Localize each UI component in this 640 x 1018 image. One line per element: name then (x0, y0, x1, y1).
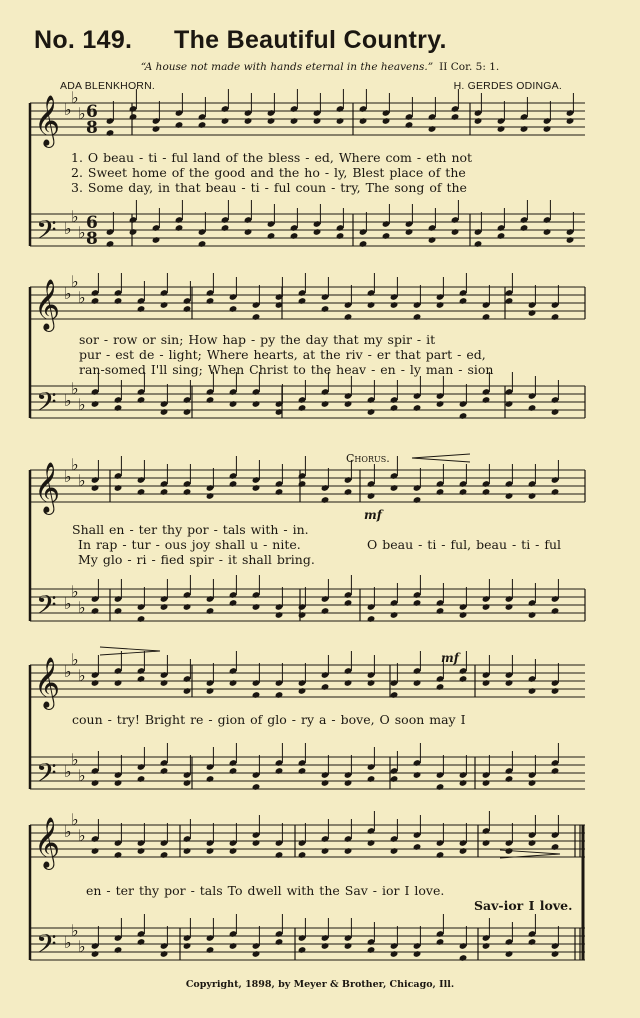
lyric-system3-verse2: In rap - tur - ous joy shall u - nite. (78, 537, 301, 552)
system2-bass-notehead (298, 404, 307, 412)
flat-icon: ♭ (78, 288, 86, 307)
system5-bass-notehead (551, 950, 560, 958)
system5-bass-notehead (505, 950, 514, 958)
system1-treble-notehead (359, 117, 368, 125)
system2-bass-notehead (114, 404, 123, 412)
system1-treble-notehead (566, 117, 575, 125)
system3-bass-notehead (551, 607, 560, 615)
system3-bass-notehead (206, 607, 215, 615)
system1-treble-notehead (474, 117, 483, 125)
system1-treble-notehead (152, 125, 161, 133)
system2-treble-notehead (413, 313, 422, 321)
flat-icon: ♭ (78, 395, 86, 414)
system4-bass-notehead (436, 783, 445, 791)
system3-bass-notehead (252, 603, 261, 611)
system3-bass-notehead (528, 611, 537, 619)
bass-clef-icon: 𝄢 (36, 589, 57, 627)
system1-treble-notehead (106, 129, 115, 137)
system1-treble-notehead (451, 113, 460, 121)
system2-treble-notehead (114, 297, 123, 305)
system2-bass-notehead (436, 400, 445, 408)
system1-bass-notehead (129, 228, 138, 236)
flat-icon: ♭ (64, 100, 72, 119)
system1-bass-notehead (313, 228, 322, 236)
system5-bass-notehead (390, 950, 399, 958)
chorus-label: Chorus. (346, 452, 390, 465)
system4-treble-notehead (321, 683, 330, 691)
crescendo-hairpin (100, 647, 160, 655)
system1-bass-notehead (198, 240, 207, 248)
flat-icon: ♭ (71, 207, 79, 226)
system2-bass-notehead (551, 408, 560, 416)
system1-bass-notehead (359, 240, 368, 248)
system1-bass-notehead (497, 232, 506, 240)
flat-icon: ♭ (64, 822, 72, 841)
system5-treble-notehead (436, 851, 445, 859)
system2-treble-notehead (298, 297, 307, 305)
system3-bass-notehead (160, 603, 169, 611)
time-signature: 8 (86, 229, 98, 249)
system4-treble-notehead (298, 687, 307, 695)
system2-treble-notehead (183, 305, 192, 313)
system4-bass-notehead (252, 783, 261, 791)
system4-treble-notehead (528, 687, 537, 695)
system5-treble-notehead (91, 847, 100, 855)
flat-icon: ♭ (78, 666, 86, 685)
flat-icon: ♭ (71, 921, 79, 940)
system1-treble-notehead (336, 117, 345, 125)
flat-icon: ♭ (71, 379, 79, 398)
system1-bass-notehead (405, 228, 414, 236)
system3-treble-notehead (551, 488, 560, 496)
system1-treble-notehead (313, 117, 322, 125)
system3-bass-notehead (275, 611, 284, 619)
system1-bass-notehead (382, 232, 391, 240)
flat-icon: ♭ (78, 598, 86, 617)
flat-icon: ♭ (64, 762, 72, 781)
system1-treble-notehead (267, 117, 276, 125)
system5-bass-notehead (482, 942, 491, 950)
system3-bass-notehead (183, 603, 192, 611)
system5-bass-notehead (344, 942, 353, 950)
system5-bass-notehead (137, 938, 146, 946)
system4-bass-notehead (390, 775, 399, 783)
system3-treble-notehead (160, 488, 169, 496)
system4-bass-notehead (275, 767, 284, 775)
system1-treble-notehead (520, 125, 529, 133)
system4-treble-notehead (229, 679, 238, 687)
system1-bass-notehead (474, 240, 483, 248)
system3-bass-notehead (344, 599, 353, 607)
flat-icon: ♭ (71, 750, 79, 769)
system4-bass-notehead (114, 779, 123, 787)
system4-bass-notehead (528, 779, 537, 787)
flat-icon: ♭ (78, 471, 86, 490)
system1-treble-notehead (129, 113, 138, 121)
system2-treble-notehead (229, 305, 238, 313)
system1-treble-notehead (428, 125, 437, 133)
system4-treble-notehead (137, 675, 146, 683)
system2-treble-notehead (321, 305, 330, 313)
flat-icon: ♭ (78, 223, 86, 242)
system4-bass-notehead (505, 775, 514, 783)
system3-treble-notehead (344, 488, 353, 496)
system1-treble-notehead (221, 117, 230, 125)
system5-treble-notehead (459, 847, 468, 855)
system4-bass-notehead (344, 779, 353, 787)
decrescendo-hairpin (412, 454, 470, 462)
system1-treble-notehead (405, 121, 414, 129)
system1-treble-notehead (244, 117, 253, 125)
system5-bass-notehead (321, 942, 330, 950)
system4-bass-notehead (91, 779, 100, 787)
system5-treble-notehead (160, 851, 169, 859)
system5-bass-notehead (183, 942, 192, 950)
system3-treble-notehead (206, 492, 215, 500)
system3-treble-notehead (275, 488, 284, 496)
system3-bass-notehead (367, 615, 376, 623)
system4-bass-notehead (482, 779, 491, 787)
lyric-system5-chorus: en - ter thy por - tals To dwell with the Sav - ior I love. (86, 883, 445, 898)
system2-bass-notehead (344, 400, 353, 408)
system1-bass-notehead (267, 232, 276, 240)
time-signature: 6 (86, 213, 98, 233)
system2-bass-notehead (183, 408, 192, 416)
system3-treble-notehead (137, 488, 146, 496)
system5-treble-notehead (390, 847, 399, 855)
system4-treble-notehead (160, 679, 169, 687)
system1-treble-notehead (290, 117, 299, 125)
treble-clef-icon: 𝄞 (34, 817, 61, 868)
system4-bass-notehead (160, 767, 169, 775)
system2-bass-notehead (459, 412, 468, 420)
treble-clef-icon: 𝄞 (34, 657, 61, 708)
system1-bass-notehead (566, 236, 575, 244)
system5-treble-notehead (114, 851, 123, 859)
system1-bass-notehead (336, 232, 345, 240)
system4-treble-notehead (551, 687, 560, 695)
system3-treble-notehead (91, 484, 100, 492)
system2-treble-notehead (91, 297, 100, 305)
system5-treble-notehead (137, 847, 146, 855)
time-signature: 8 (86, 118, 98, 138)
system4-bass-notehead (206, 775, 215, 783)
system3-treble-notehead (252, 484, 261, 492)
system2-bass-notehead (137, 396, 146, 404)
system4-treble-notehead (367, 679, 376, 687)
system2-bass-notehead (321, 400, 330, 408)
hymn-title: The Beautiful Country. (174, 26, 447, 54)
system3-treble-notehead (298, 480, 307, 488)
system4-treble-notehead (114, 679, 123, 687)
system1-treble-notehead (543, 125, 552, 133)
system2-treble-notehead (367, 301, 376, 309)
system1-bass-notehead (520, 224, 529, 232)
system5-bass-notehead (160, 950, 169, 958)
copyright-notice: Copyright, 1898, by Meyer & Brother, Chicago, Ill. (185, 979, 455, 990)
system4-bass-notehead (551, 767, 560, 775)
system2-treble-notehead (344, 313, 353, 321)
system3-treble-notehead (505, 492, 514, 500)
system5-treble-notehead (367, 839, 376, 847)
system2-bass-notehead (252, 400, 261, 408)
system2-bass-notehead (505, 400, 514, 408)
system5-bass-notehead (298, 946, 307, 954)
system4-bass-notehead (321, 779, 330, 787)
flat-icon: ♭ (71, 272, 79, 291)
system4-treble-notehead (436, 683, 445, 691)
flat-icon: ♭ (71, 582, 79, 601)
system5-treble-notehead (413, 843, 422, 851)
system2-treble-notehead (459, 297, 468, 305)
system5-treble-notehead (275, 851, 284, 859)
system3-treble-notehead (436, 488, 445, 496)
system1-treble-notehead (497, 125, 506, 133)
system3-bass-notehead (114, 607, 123, 615)
system5-treble-notehead (298, 851, 307, 859)
flat-icon: ♭ (78, 937, 86, 956)
system4-treble-notehead (505, 679, 514, 687)
system3-treble-notehead (459, 488, 468, 496)
system3-bass-notehead (91, 607, 100, 615)
flat-icon: ♭ (78, 766, 86, 785)
system1-bass-notehead (290, 232, 299, 240)
system1-bass-notehead (244, 228, 253, 236)
flat-icon: ♭ (71, 88, 79, 107)
system5-bass-notehead (206, 946, 215, 954)
composer: H. GERDES ODINGA. (453, 80, 562, 92)
system4-treble-notehead (390, 691, 399, 699)
system5-treble-notehead (551, 843, 560, 851)
system1-treble-notehead (198, 121, 207, 129)
system2-bass-notehead (528, 404, 537, 412)
system2-treble-notehead (390, 301, 399, 309)
flat-icon: ♭ (64, 933, 72, 952)
system5-treble-notehead (321, 847, 330, 855)
lyric-system1-verse1: 1. O beau - ti - ful land of the bless - ed, Where com - eth not (71, 150, 473, 165)
system3-treble-notehead (114, 484, 123, 492)
system2-bass-notehead (390, 404, 399, 412)
system5-bass-notehead (275, 938, 284, 946)
hymn-number: No. 149. (34, 26, 133, 54)
system3-treble-notehead (367, 492, 376, 500)
system5-treble-notehead (482, 839, 491, 847)
system3-treble-notehead (321, 496, 330, 504)
flat-icon: ♭ (71, 650, 79, 669)
system3-bass-notehead (482, 603, 491, 611)
system2-treble-notehead (551, 313, 560, 321)
system2-bass-notehead (229, 400, 238, 408)
system2-treble-notehead (528, 309, 537, 317)
system1-treble-notehead (382, 117, 391, 125)
lyric-system1-verse3: 3. Some day, in that beau - ti - ful coun - try, The song of the (71, 180, 467, 195)
system5-treble-notehead (344, 847, 353, 855)
system4-treble-notehead (413, 679, 422, 687)
lyric-system2-verse2: pur - est de - light; Where hearts, at the riv - er that part - ed, (79, 347, 486, 362)
system1-bass-notehead (543, 228, 552, 236)
dynamic-mf-second: mf (441, 651, 459, 665)
system4-bass-notehead (413, 771, 422, 779)
time-signature: 6 (86, 102, 98, 122)
system2-bass-notehead (160, 408, 169, 416)
system2-treble-notehead (436, 301, 445, 309)
system2-bass-notehead (206, 396, 215, 404)
lyric-system1-verse2: 2. Sweet home of the good and the ho - ly, Blest place of the (71, 165, 466, 180)
system5-bass-notehead (229, 942, 238, 950)
system3-bass-notehead (436, 607, 445, 615)
flat-icon: ♭ (71, 810, 79, 829)
system5-bass-notehead (114, 946, 123, 954)
system5-bass-notehead (528, 938, 537, 946)
system5-bass-notehead (252, 950, 261, 958)
system5-bass-notehead (91, 950, 100, 958)
system5-bass-notehead (436, 938, 445, 946)
system5-bass-notehead (459, 954, 468, 962)
lyric-system4-chorus: coun - try! Bright re - gion of glo - ry a - bove, O soon may I (72, 712, 466, 727)
system4-bass-notehead (137, 775, 146, 783)
system2-treble-notehead (482, 313, 491, 321)
treble-clef-icon: 𝄞 (34, 462, 61, 513)
system3-bass-notehead (413, 599, 422, 607)
system2-bass-notehead (91, 400, 100, 408)
system3-treble-notehead (482, 488, 491, 496)
system3-bass-notehead (229, 599, 238, 607)
treble-clef-icon: 𝄞 (34, 279, 61, 330)
flat-icon: ♭ (64, 391, 72, 410)
flat-icon: ♭ (64, 467, 72, 486)
lyric-system3-verse3: My glo - ri - fied spir - it shall bring. (78, 552, 315, 567)
system1-bass-notehead (428, 236, 437, 244)
system4-treble-notehead (482, 679, 491, 687)
system4-bass-notehead (367, 775, 376, 783)
flat-icon: ♭ (78, 826, 86, 845)
bass-clef-icon: 𝄢 (36, 386, 57, 424)
bass-clef-icon: 𝄢 (36, 928, 57, 966)
system2-treble-notehead (505, 297, 514, 305)
system5-treble-notehead (229, 847, 238, 855)
system5-treble-notehead (252, 839, 261, 847)
lyric-system3-chorus: O beau - ti - ful, beau - ti - ful (367, 537, 562, 552)
system4-bass-notehead (459, 779, 468, 787)
system1-bass-notehead (106, 240, 115, 248)
system1-bass-notehead (451, 228, 460, 236)
bass-clef-icon: 𝄢 (36, 214, 57, 252)
system4-bass-notehead (229, 767, 238, 775)
system3-treble-notehead (528, 492, 537, 500)
system3-bass-notehead (390, 611, 399, 619)
system3-bass-notehead (505, 603, 514, 611)
system5-treble-notehead (528, 839, 537, 847)
flat-icon: ♭ (78, 104, 86, 123)
system4-treble-notehead (459, 675, 468, 683)
system4-treble-notehead (252, 691, 261, 699)
flat-icon: ♭ (64, 662, 72, 681)
system2-bass-notehead (413, 404, 422, 412)
system4-treble-notehead (183, 687, 192, 695)
treble-clef-icon: 𝄞 (34, 95, 61, 146)
system3-bass-notehead (459, 611, 468, 619)
system4-treble-notehead (344, 679, 353, 687)
system1-bass-notehead (221, 224, 230, 232)
scripture-reference: II Cor. 5: 1. (439, 61, 500, 73)
flat-icon: ♭ (71, 455, 79, 474)
system4-bass-notehead (298, 767, 307, 775)
epigraph-quote: “A house not made with hands eternal in the heavens.” (140, 61, 434, 73)
system4-treble-notehead (206, 687, 215, 695)
system3-bass-notehead (137, 615, 146, 623)
system2-treble-notehead (206, 297, 215, 305)
dynamic-mf-chorus: mf (364, 508, 382, 522)
system2-treble-notehead (160, 301, 169, 309)
system4-treble-notehead (91, 679, 100, 687)
system1-bass-notehead (175, 224, 184, 232)
system3-treble-notehead (413, 496, 422, 504)
system2-treble-notehead (252, 313, 261, 321)
system4-treble-notehead (275, 691, 284, 699)
flat-icon: ♭ (64, 284, 72, 303)
system3-treble-notehead (183, 488, 192, 496)
system4-bass-notehead (183, 779, 192, 787)
system3-bass-notehead (298, 611, 307, 619)
system5-treble-notehead (206, 847, 215, 855)
system5-treble-notehead (183, 847, 192, 855)
lyric-system2-verse3: ran-somed I'll sing; When Christ to the heav - en - ly man - sion (79, 362, 494, 377)
bass-clef-icon: 𝄢 (36, 757, 57, 795)
system1-bass-notehead (152, 236, 161, 244)
flat-icon: ♭ (64, 219, 72, 238)
system5-bass-notehead (413, 950, 422, 958)
system3-treble-notehead (229, 480, 238, 488)
lyric-system2-verse1: sor - row or sin; How hap - py the day that my spir - it (79, 332, 436, 347)
lyricist: ADA BLENKHORN. (60, 80, 155, 92)
system3-bass-notehead (321, 607, 330, 615)
lyric-system3-verse1: Shall en - ter thy por - tals with - in. (72, 522, 309, 537)
system2-bass-notehead (482, 396, 491, 404)
system5-bass-notehead (367, 946, 376, 954)
system2-treble-notehead (137, 305, 146, 313)
system1-treble-notehead (175, 121, 184, 129)
lyric-system5-echo: Sav-ior I love. (474, 898, 573, 913)
flat-icon: ♭ (64, 594, 72, 613)
system2-bass-notehead (367, 408, 376, 416)
system3-treble-notehead (390, 484, 399, 492)
